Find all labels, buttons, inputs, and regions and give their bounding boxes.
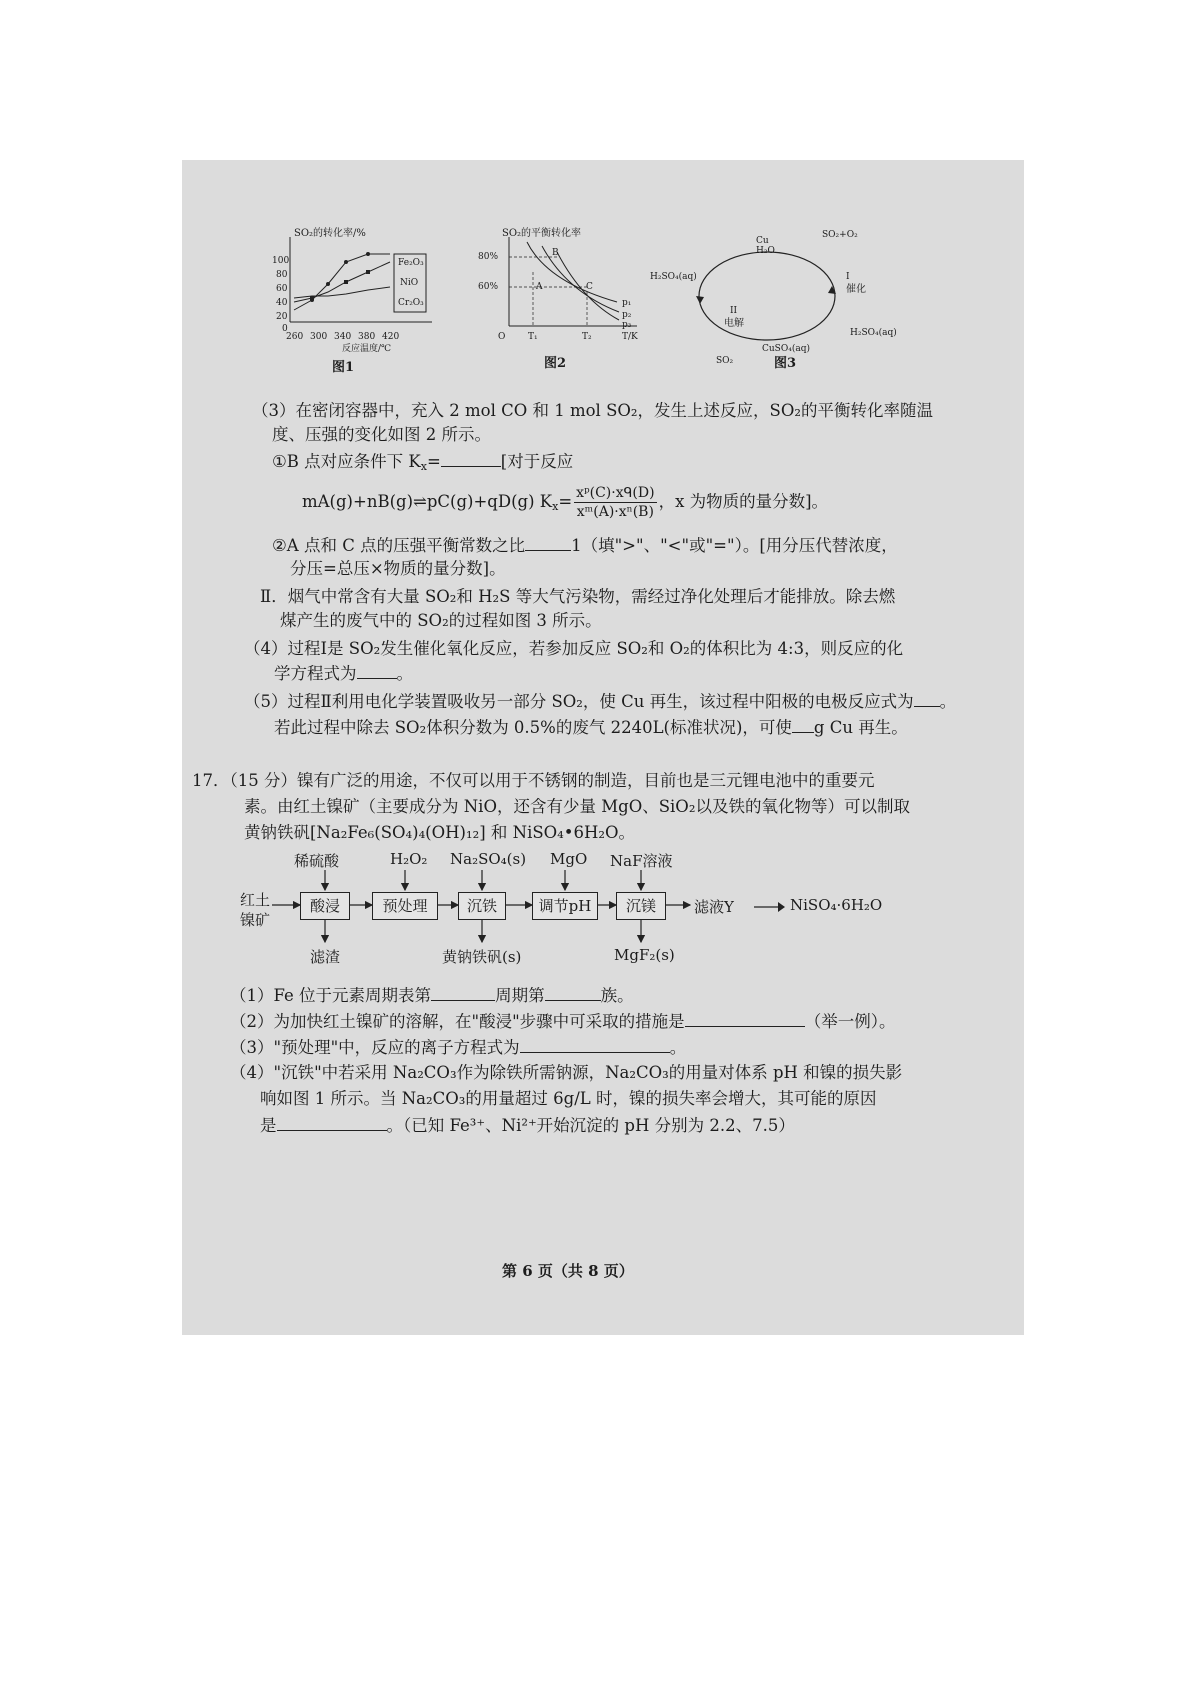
- formula-numerator: xᵖ(C)·xᑫ(D): [576, 485, 655, 501]
- q17-period-blank[interactable]: [431, 984, 495, 1001]
- figure-3-diagram: [682, 246, 852, 346]
- fig1-ytick: 60: [276, 284, 288, 294]
- q5-text-mid: 若此过程中除去 SO₂体积分数为 0.5%的废气 2240L(标准状况)，可使: [274, 718, 792, 737]
- q4-text: （4）过程Ⅰ是 SO₂发生催化氧化反应，若参加反应 SO₂和 O₂的体积比为 4:3，则反应的化: [244, 639, 904, 658]
- flow-step-mg-removal: 沉镁: [616, 892, 666, 920]
- fig1-legend-item: NiO: [400, 278, 419, 288]
- fig3-label: Cu H₂O: [756, 236, 775, 256]
- q17-sub4-text: 是: [260, 1116, 277, 1135]
- fig2-curve-label: p₁: [622, 298, 632, 308]
- fig1-ylabel: SO₂的转化率/%: [294, 228, 366, 239]
- q17-sub1-text: （1）Fe 位于元素周期表第: [230, 986, 432, 1005]
- fig3-caption: 图3: [774, 356, 797, 371]
- q17-sub3: （3）"预处理"中，反应的离子方程式为 。: [230, 1038, 687, 1057]
- q3-intro: （3）在密闭容器中，充入 2 mol CO 和 1 mol SO₂，发生上述反应，SO₂的平衡转化率随温: [252, 401, 933, 420]
- fig1-caption: 图1: [332, 360, 355, 375]
- q5-text-end: g Cu 再生。: [813, 718, 908, 737]
- fig1-xtick: 380: [358, 332, 376, 342]
- q17-intro: 黄钠铁矾[Na₂Fe₆(SO₄)₄(OH)₁₂] 和 NiSO₄•6H₂O。: [244, 823, 636, 842]
- q3-intro: 度、压强的变化如图 2 所示。: [272, 425, 491, 444]
- fig1-legend-item: Cr₂O₃: [398, 298, 424, 308]
- q17-equation-blank[interactable]: [520, 1036, 670, 1053]
- fig2-point: C: [586, 282, 593, 292]
- q3-sub1-answer-blank[interactable]: [441, 450, 501, 467]
- q4-answer-blank[interactable]: [357, 662, 397, 679]
- formula-text: ，x 为物质的量分数]。: [658, 492, 829, 511]
- flow-byproduct: MgF₂(s): [614, 946, 675, 964]
- fig1-ytick: 80: [276, 270, 288, 280]
- fig3-label: SO₂+O₂: [822, 230, 858, 240]
- q3-sub2-text: ②A 点和 C 点的压强平衡常数之比: [272, 536, 526, 555]
- flow-reagent: NaF溶液: [610, 852, 673, 870]
- q3-sub2: [272, 534, 898, 557]
- q17-sub1-text: 族。: [600, 986, 634, 1005]
- fig1-ytick: 0: [282, 324, 288, 334]
- q17-sub2: [230, 1010, 895, 1033]
- part2-intro: Ⅱ．烟气中常含有大量 SO₂和 H₂S 等大气污染物，需经过净化处理后才能排放。除去燃: [260, 587, 896, 606]
- fig3-label: II: [730, 306, 738, 316]
- flow-reagent: MgO: [550, 850, 588, 868]
- q17-sub2-text: （举一例）。: [804, 1012, 896, 1031]
- q3-formula: mA(g)+nB(g)⇌pC(g)+qD(g) $K_x=$ $\frac{\text{xᵖ(C)·xᑫ(D)}}{\text{xᵐ(A)·xⁿ(B)}}$ ，x 为物质的量分数]。: [302, 485, 829, 520]
- q17-sub4: 响如图 1 所示。当 Na₂CO₃的用量超过 6g/L 时，镍的损失率会增大，其可能的原因: [260, 1089, 877, 1108]
- fig2-curve-label: p₃: [622, 320, 632, 330]
- flow-feed-label: 红土镍矿: [240, 891, 271, 929]
- fig1-legend-item: Fe₂O₃: [398, 258, 424, 268]
- fig2-point: A: [536, 282, 543, 292]
- fig1-xlabel: 反应温度/℃: [342, 344, 392, 354]
- q5-text-start: （5）过程Ⅱ利用电化学装置吸收另一部分 SO₂，使 Cu 再生，该过程中阳极的电极反应式为: [244, 692, 914, 711]
- q17-group-blank[interactable]: [545, 984, 601, 1001]
- q3-sub1-text: ①B 点对应条件下 K: [272, 452, 421, 471]
- q17-sub3-text: （3）"预处理"中，反应的离子方程式为: [230, 1038, 520, 1057]
- fig2-ytick: 80%: [478, 252, 499, 262]
- flow-filtrate: 滤液Y: [694, 898, 734, 916]
- flow-product: NiSO₄·6H₂O: [790, 896, 883, 914]
- fig1-xtick: 420: [382, 332, 400, 342]
- q17-sub4: （4）"沉铁"中若采用 Na₂CO₃作为除铁所需钠源，Na₂CO₃的用量对体系 pH 和镍的损失影: [230, 1063, 903, 1082]
- q17-sub2-text: （2）为加快红土镍矿的溶解，在"酸浸"步骤中可采取的措施是: [230, 1012, 685, 1031]
- q17-measure-blank[interactable]: [685, 1010, 805, 1027]
- fig2-caption: 图2: [544, 356, 567, 371]
- q17-intro: 素。由红土镍矿（主要成分为 NiO，还含有少量 MgO、SiO₂以及铁的氧化物等）可以制取: [244, 797, 910, 816]
- fig1-xtick: 260: [286, 332, 304, 342]
- fig3-label: H₂SO₄(aq): [650, 272, 697, 282]
- formula-denominator: xᵐ(A)·xⁿ(B): [576, 504, 654, 520]
- part2-intro: 煤产生的废气中的 SO₂的过程如图 3 所示。: [280, 611, 602, 630]
- fig3-label: H₂SO₄(aq): [850, 328, 897, 338]
- flow-step-iron-removal: 沉铁: [458, 892, 506, 920]
- fig2-curve-label: p₂: [622, 310, 632, 320]
- q3-sub2-text: 1（填">"、"<"或"="）。[用分压代替浓度，: [571, 536, 898, 555]
- q5-text: （5）过程Ⅱ利用电化学装置吸收另一部分 SO₂，使 Cu 再生，该过程中阳极的电极反应式为 。: [244, 692, 957, 711]
- fig3-label: 催化: [846, 284, 866, 295]
- fig2-xtick: O: [498, 332, 506, 342]
- q17-reason-blank[interactable]: [277, 1114, 387, 1131]
- q17-intro: 17．（15 分）镍有广泛的用途，不仅可以用于不锈钢的制造，目前也是三元锂电池中的重要元: [192, 771, 875, 790]
- page-footer: 第 6 页（共 8 页）: [502, 1262, 634, 1280]
- fig2-xtick: T/K: [622, 332, 638, 342]
- flow-step-pretreat: 预处理: [372, 892, 438, 920]
- fig3-label: 电解: [724, 318, 744, 329]
- q3-sub2-note: 分压=总压×物质的量分数]。: [290, 559, 506, 578]
- fig2-ylabel: SO₂的平衡转化率: [502, 228, 582, 239]
- flow-byproduct: 黄钠铁矾(s): [442, 948, 522, 966]
- q17-sub1: [230, 984, 634, 1007]
- flow-step-adjust-ph: 调节pH: [532, 892, 598, 920]
- q4-text: 学方程式为 。: [274, 664, 413, 683]
- fig1-ytick: 20: [276, 312, 288, 322]
- flow-product-arrow: [752, 900, 786, 914]
- q3-sub2-answer-blank[interactable]: [525, 534, 571, 551]
- formula-text: mA(g)+nB(g)⇌pC(g)+qD(g) K: [302, 492, 553, 511]
- q3-sub1-text: [对于反应: [500, 452, 574, 471]
- fig2-ytick: 60%: [478, 282, 499, 292]
- flow-byproduct: 滤渣: [310, 948, 341, 966]
- formula-fraction: [574, 484, 656, 521]
- q17-sub4: [260, 1114, 795, 1137]
- q5-answer-blank[interactable]: [914, 690, 940, 707]
- q5-mass-blank[interactable]: [792, 716, 814, 733]
- fig2-xtick: T₁: [528, 332, 538, 342]
- fig3-label: CuSO₄(aq): [762, 344, 810, 354]
- flow-step-acid-leach: 酸浸: [300, 892, 350, 920]
- q17-sub1-text: 周期第: [495, 986, 545, 1005]
- flow-reagent: 稀硫酸: [294, 852, 340, 870]
- q4-text-end: 学方程式为: [274, 664, 357, 683]
- fig3-label: I: [846, 272, 850, 282]
- fig1-xtick: 340: [334, 332, 352, 342]
- q5-text: [274, 716, 908, 739]
- fig1-ytick: 100: [272, 256, 290, 266]
- fig2-point: B: [552, 248, 559, 258]
- flow-reagent: H₂O₂: [390, 850, 428, 868]
- fig3-label: SO₂: [716, 356, 734, 366]
- fig1-xtick: 300: [310, 332, 328, 342]
- fig2-xtick: T₂: [582, 332, 592, 342]
- flow-reagent: Na₂SO₄(s): [450, 850, 527, 868]
- exam-page: [182, 160, 1024, 1335]
- q3-sub1: ①B 点对应条件下 $K_x=$ [对于反应: [272, 452, 574, 473]
- fig1-ytick: 40: [276, 298, 288, 308]
- q17-sub4-text: 。（已知 Fe³⁺、Ni²⁺开始沉淀的 pH 分别为 2.2、7.5）: [386, 1116, 795, 1135]
